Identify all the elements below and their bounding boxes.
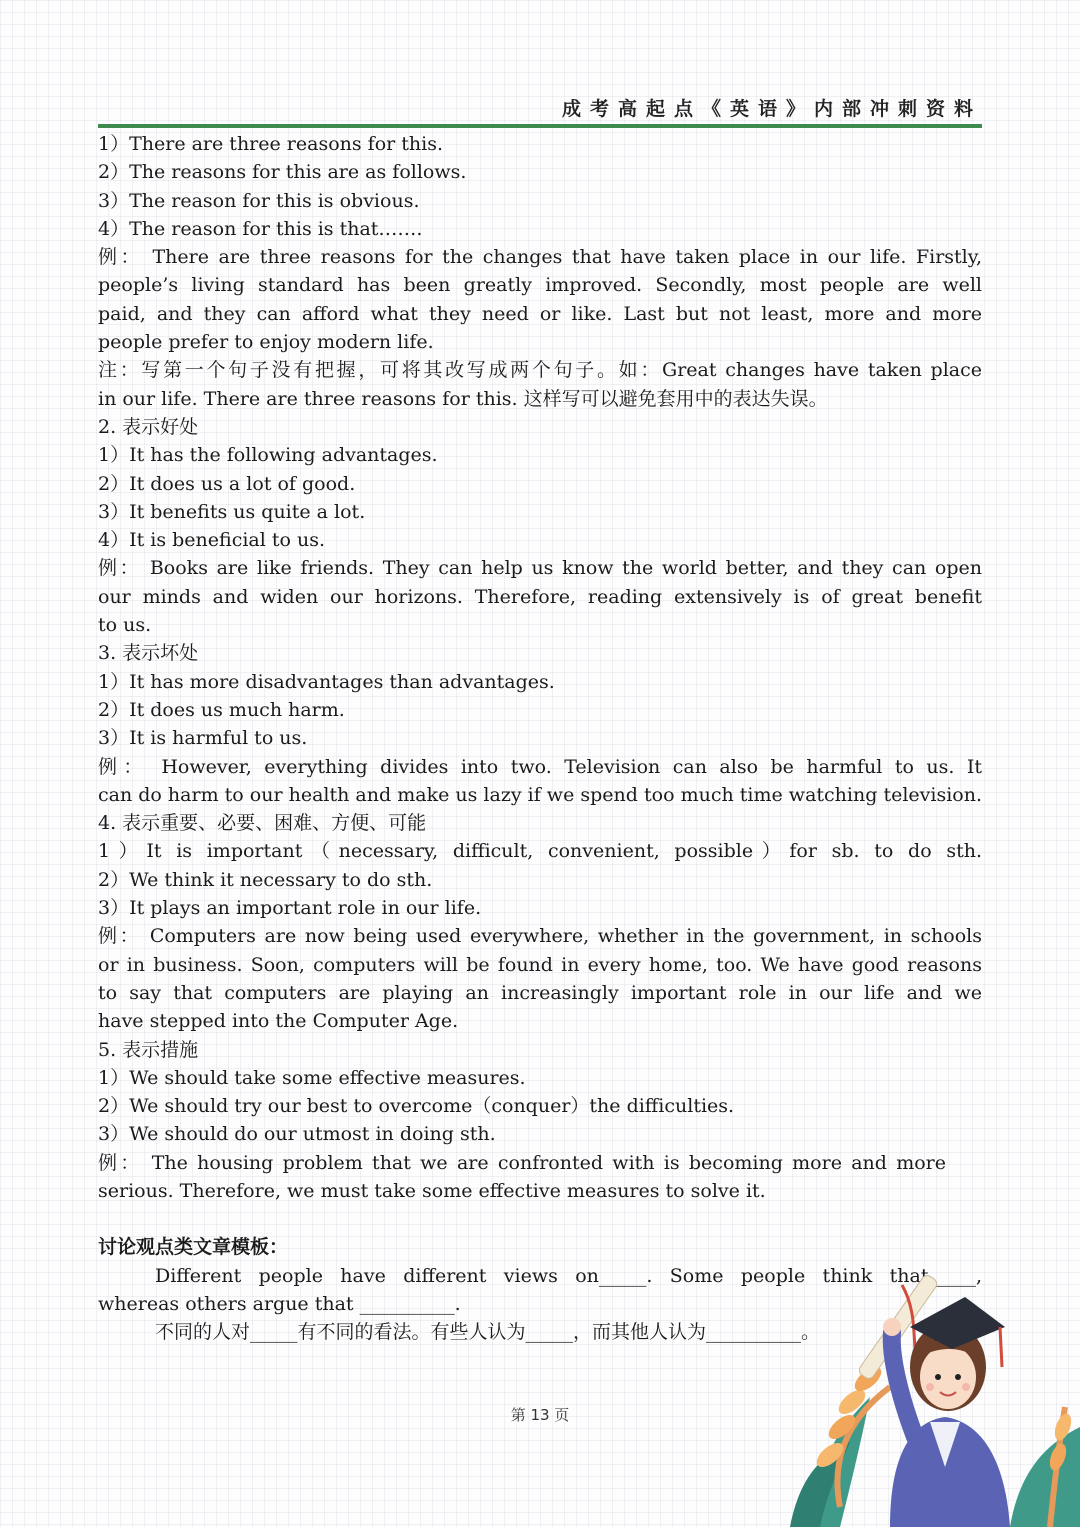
text-line: 注：写第一个句子没有把握，可将其改写成两个句子。如：Great changes have taken place	[98, 359, 982, 382]
text-line: 例： However, everything divides into two. Television can also be harmful to us. It	[98, 755, 982, 778]
text-line: 例： There are three reasons for the changes that have taken place in our life. Firstly,	[98, 246, 982, 269]
text-line: or in business. Soon, computers will be found in every home, too. We have good reasons	[98, 953, 982, 976]
text-line: 2）It does us a lot of good.	[98, 472, 356, 495]
text-line: people prefer to enjoy modern life.	[98, 331, 434, 354]
text-line: 例： The housing problem that we are confronted with is becoming more and more	[98, 1151, 946, 1174]
text-line: 3）It benefits us quite a lot.	[98, 500, 366, 523]
text-line: 1）There are three reasons for this.	[98, 133, 443, 155]
text-line: 2）We think it necessary to do sth.	[98, 868, 433, 891]
text-line: 2）The reasons for this are as follows.	[98, 161, 467, 184]
text-line: can do harm to our health and make us lazy if we spend too much time watching television.	[98, 783, 982, 806]
header-title: 成考高起点《英语》内部冲刺资料	[561, 98, 982, 120]
text-line: 3）The reason for this is obvious.	[98, 189, 420, 212]
text-line: 1）It is important（necessary, difficult, convenient, possible）for sb. to do sth.	[98, 840, 982, 863]
text-line: our minds and widen our horizons. Therefore, reading extensively is of great benefit	[98, 585, 982, 608]
text-line: 例： Books are like friends. They can help us know the world better, and they can open	[98, 557, 982, 580]
text-line: paid, and they can afford what they need or like. Last but not least, more and more	[98, 302, 982, 325]
text-line: serious. Therefore, we must take some effective measures to solve it.	[98, 1179, 766, 1202]
text-line: in our life. There are three reasons for this. 这样写可以避免套用中的表达失误。	[98, 387, 828, 410]
text-line: to say that computers are playing an increasingly important role in our life and we	[98, 981, 982, 1004]
graduate-illustration	[780, 1227, 1080, 1527]
section-title: 讨论观点类文章模板：	[98, 1236, 289, 1259]
page-number: 第 13 页	[510, 1406, 570, 1424]
text-line: whereas others argue that __________.	[98, 1292, 461, 1315]
text-line: have stepped into the Computer Age.	[98, 1010, 459, 1033]
page-header	[98, 96, 982, 128]
text-line: 例： Computers are now being used everywhere, whether in the government, in schools	[98, 925, 982, 948]
text-line: 3）It plays an important role in our life.	[98, 897, 482, 920]
text-line: 1）It has the following advantages.	[98, 444, 438, 467]
text-line: to us.	[98, 614, 152, 637]
text-line: 不同的人对_____有不同的看法。有些人认为_____，而其他人认为__________。	[155, 1321, 821, 1344]
text-line: 3. 表示坏处	[98, 642, 199, 665]
text-line: 1）It has more disadvantages than advantages.	[98, 670, 555, 693]
text-line: 2. 表示好处	[98, 415, 199, 438]
text-line: 4）It is beneficial to us.	[98, 529, 325, 552]
text-line: 3）We should do our utmost in doing sth.	[98, 1123, 496, 1146]
text-line: 4）The reason for this is that…….	[98, 217, 423, 240]
text-line: Different people have different views on_____. Some people think that_____,	[155, 1264, 982, 1287]
text-line: 2）It does us much harm.	[98, 698, 345, 721]
text-line: 2）We should try our best to overcome（conquer）the difficulties.	[98, 1095, 735, 1118]
text-line: 3）It is harmful to us.	[98, 727, 308, 750]
text-line: people’s living standard has been greatly improved. Secondly, most people are well	[98, 274, 982, 297]
text-line: 5. 表示措施	[98, 1038, 199, 1061]
document-body	[98, 130, 982, 1346]
text-line: 1）We should take some effective measures.	[98, 1066, 526, 1089]
text-line: 4. 表示重要、必要、困难、方便、可能	[98, 812, 427, 835]
